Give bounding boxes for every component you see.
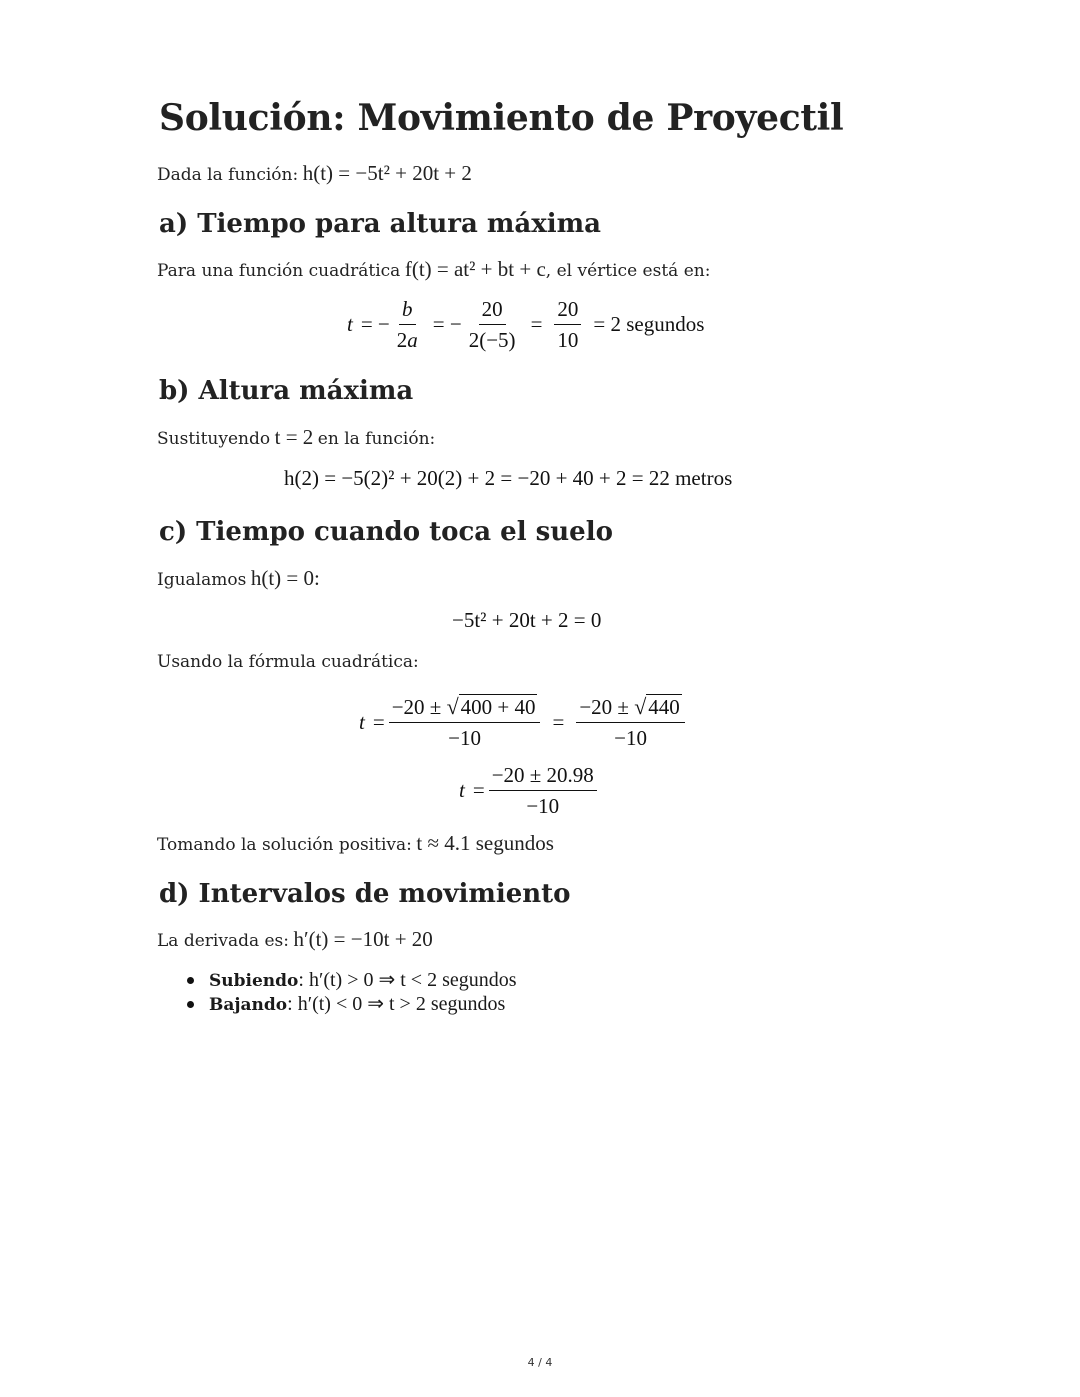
approx-equation: t = $\frac{-20 \pm 20.98}{-10}$ xyxy=(459,762,601,819)
fraction: $\frac{20}{10}$ xyxy=(554,296,581,353)
section-d-heading: d) Intervalos de movimiento xyxy=(159,879,571,909)
section-c-text-before: Igualamos xyxy=(157,570,247,590)
formula-intro: Usando la fórmula cuadrática: xyxy=(157,652,419,672)
quadratic-formula-equation: t = −20 ± √ 400 + 40 −10 = −20 ± √ 440 −10 xyxy=(359,694,689,751)
max-height-equation: h(2) = −5(2)² + 20(2) + 2 = −20 + 40 + 2 = 22 metros xyxy=(284,466,733,490)
section-a-formula: f(t) = at² + bt + c xyxy=(404,257,546,281)
positive-solution: t ≈ 4.1 segundos xyxy=(416,831,554,855)
vertex-equation: t = − $\frac{b}{2a}$ = − $\frac{20}{2(-5)}$ = $\frac{20}{10}$ = 2 segundos xyxy=(347,297,705,352)
fraction: −20 ± √ 440 −10 xyxy=(576,694,684,751)
intro-formula: h(t) = −5t² + 20t + 2 xyxy=(302,161,472,185)
derivative-formula: h′(t) = −10t + 20 xyxy=(293,927,433,951)
section-b-text-before: Sustituyendo xyxy=(157,429,271,449)
section-c-condition: h(t) = 0: xyxy=(250,566,320,590)
ground-equation: −5t² + 20t + 2 = 0 xyxy=(452,608,602,632)
section-a-heading: a) Tiempo para altura máxima xyxy=(159,209,601,239)
bullet-icon xyxy=(187,1001,194,1008)
section-d-text: La derivada es: h′(t) = −10t + 20 xyxy=(157,927,433,951)
intervals-list xyxy=(187,968,517,1016)
fraction: $\frac{b}{2a}$ xyxy=(396,297,418,352)
section-b-text xyxy=(157,424,435,452)
intro-line xyxy=(157,160,472,188)
bullet-icon xyxy=(187,977,194,984)
intro-label: Dada la función: xyxy=(157,165,299,185)
section-c-conclusion: Tomando la solución positiva: t ≈ 4.1 segundos xyxy=(157,831,554,855)
list-item: Subiendo: h′(t) > 0 ⇒ t < 2 segundos xyxy=(187,968,517,992)
fraction: −20 ± √ 400 + 40 −10 xyxy=(389,694,541,751)
fraction: $\frac{-20 \pm 20.98}{-10}$ xyxy=(489,762,597,819)
fraction: $\frac{20}{2(-5)}$ xyxy=(468,297,516,352)
section-a-text-before: Para una función cuadrática xyxy=(157,261,401,281)
list-item: Bajando: h′(t) < 0 ⇒ t > 2 segundos xyxy=(187,992,517,1016)
vertex-result: = 2 segundos xyxy=(593,312,705,336)
page-title: Solución: Movimiento de Proyectil xyxy=(159,97,844,139)
section-b-text-after: en la función: xyxy=(317,429,436,449)
page-number: 4 / 4 xyxy=(527,1356,553,1369)
section-a-text xyxy=(157,256,710,284)
section-a-text-after: , el vértice está en: xyxy=(545,261,711,281)
section-c-text xyxy=(157,565,320,593)
section-c-heading: c) Tiempo cuando toca el suelo xyxy=(159,517,613,547)
section-b-substitution: t = 2 xyxy=(274,425,314,449)
section-b-heading: b) Altura máxima xyxy=(159,376,414,406)
